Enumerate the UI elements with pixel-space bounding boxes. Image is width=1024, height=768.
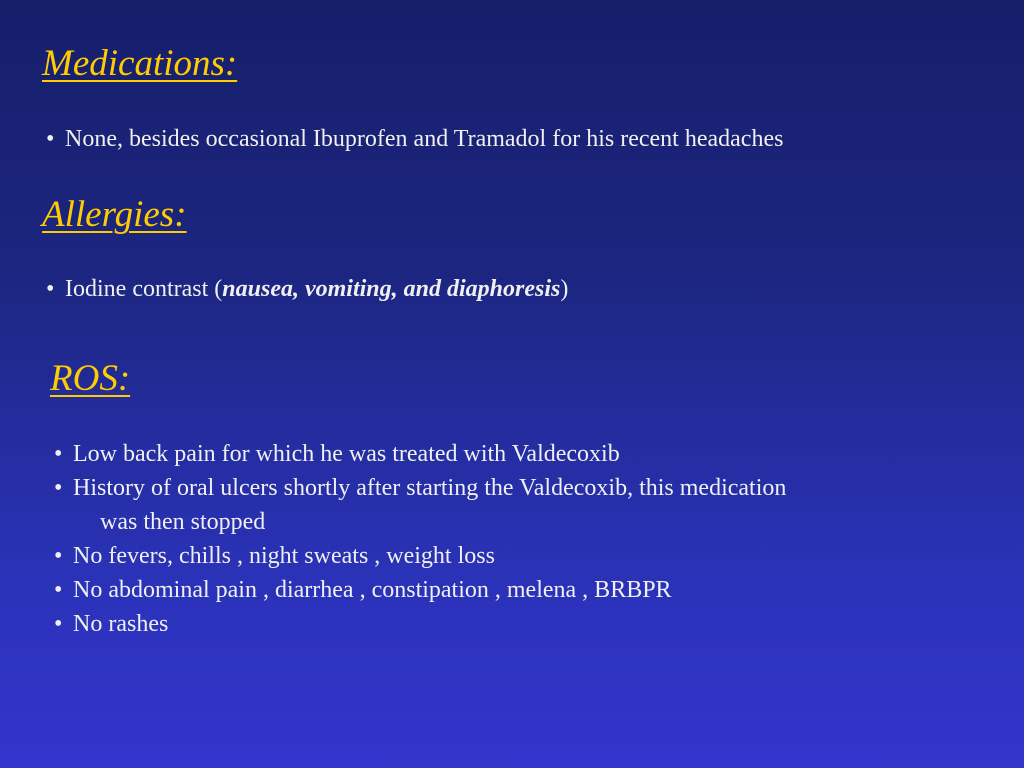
allergies-list <box>42 272 568 306</box>
medications-heading: Medications: <box>42 43 238 84</box>
allergy-suffix: ) <box>560 276 569 302</box>
allergies-item <box>42 272 568 306</box>
ros-list <box>50 437 786 641</box>
allergies-heading: Allergies: <box>42 194 187 235</box>
ros-item <box>50 471 786 539</box>
ros-item <box>50 437 786 471</box>
ros-item-text: History of oral ulcers shortly after starting the Valdecoxib, this medication <box>73 475 787 501</box>
medications-item: • None, besides occasional Ibuprofen and Tramadol for his recent headaches <box>42 122 783 156</box>
allergy-reaction: nausea, vomiting, and diaphoresis <box>222 276 561 302</box>
ros-item-continuation: was then stopped <box>100 509 266 535</box>
ros-item-text: No fevers, chills , night sweats , weight loss <box>73 543 495 569</box>
ros-heading: ROS: <box>50 358 131 399</box>
ros-item-text: No rashes <box>73 611 169 637</box>
ros-item-text: Low back pain for which he was treated with Valdecoxib <box>73 441 620 467</box>
allergy-prefix: Iodine contrast ( <box>65 276 223 302</box>
ros-item <box>50 607 786 641</box>
ros-item <box>50 539 786 573</box>
ros-item-text: No abdominal pain , diarrhea , constipation , melena , BRBPR <box>73 577 672 603</box>
ros-item <box>50 573 786 607</box>
medications-list <box>42 122 783 156</box>
